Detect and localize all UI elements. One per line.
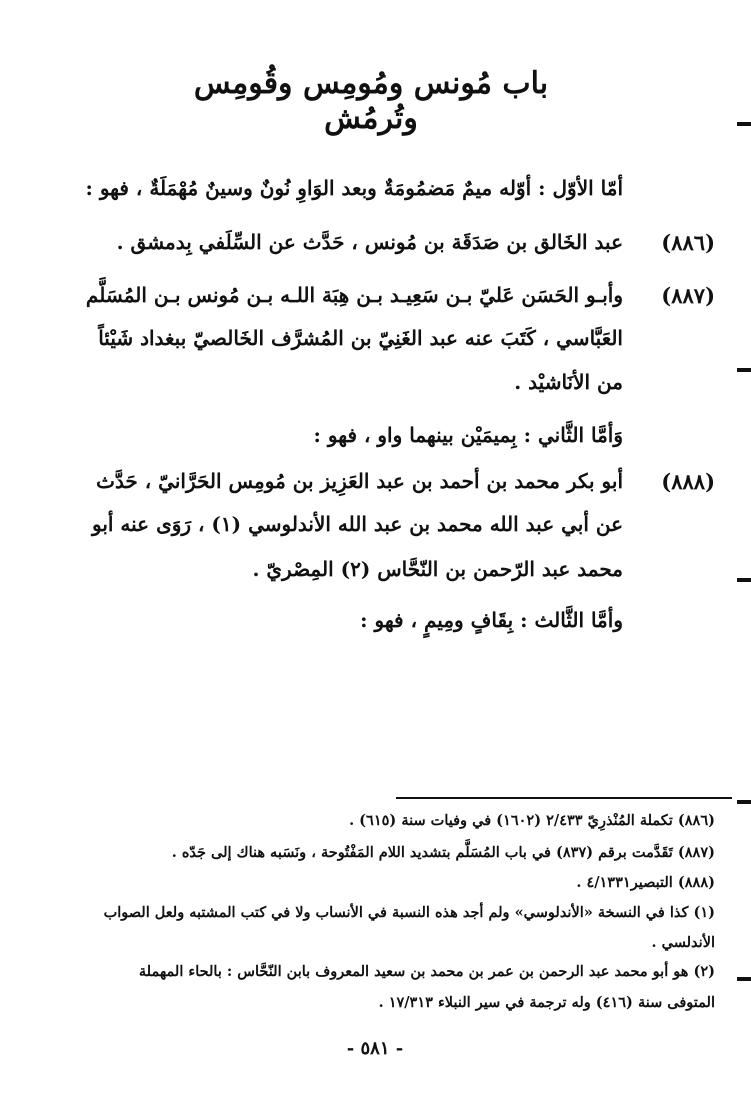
footnote-2-line-2: المتوفى سنة (٤١٦) وله ترجمة في سير النبلاء ١٧/٣١٣ . (378, 994, 715, 1011)
entry-number-888: (٨٨٨) (661, 469, 715, 494)
entry-888-line-3: محمد عبد الرّحمن بن النّحَّاس (٢) المِصْريّ . (252, 557, 623, 581)
entry-887-line-3: من الأنَاشيْد . (514, 370, 623, 394)
intro-first-section: أمّا الأوّل : أوّله ميمٌ مَضمُومَةٌ وبعد الوَاوِ نُونٌ وسينٌ مُهْمَلَةٌ ، فهو : (85, 176, 623, 200)
footnote-separator (396, 797, 732, 799)
intro-third-section: وأمَّا الثَّالث : بِقَافٍ ومِيمٍ ، فهو : (360, 608, 623, 632)
intro-second-section: وَأمَّا الثَّاني : بِميمَيْن بينهما واو ، فهو : (313, 423, 623, 447)
entry-887-line-2: العَبَّاسي ، كَتَبَ عنه عبد الغَنِيّ بن المُشرَّف الخَالصيّ ببغداد شَيْئاً (98, 326, 623, 350)
edge-mark (737, 578, 751, 582)
footnote-2-line-1: (٢) هو أبو محمد عبد الرحمن بن عمر بن محمد بن سعيد المعروف بابن النّحَّاس : بالحاء المهملة (138, 963, 715, 980)
edge-mark (737, 368, 751, 372)
edge-mark (737, 977, 751, 981)
edge-mark (737, 800, 751, 804)
entry-number-887: (٨٨٧) (661, 283, 715, 308)
footnote-887: (٨٨٧) تَقَدَّمت برقم (٨٣٧) في باب المُسَلَّم بتشديد اللام المَفْتُوحة ، ونَسَبه هناك إلى جَدّه . (171, 844, 715, 861)
chapter-title: باب مُونس ومُومِس وقُومِس وتُرمُش (193, 66, 549, 136)
footnote-1-line-2: الأندلسي . (651, 934, 715, 951)
page-number: - ٥٨١ - (346, 1038, 404, 1059)
footnote-888: (٨٨٨) التبصير٤/١٣٣١ . (576, 874, 715, 891)
entry-886-line-1: عبد الخَالق بن صَدَقَة بن مُونس ، حَدَّث عن السِّلَفي بِدمشق . (116, 230, 623, 254)
entry-number-886: (٨٨٦) (661, 230, 715, 255)
footnote-1-line-1: (١) كذا في النسخة «الأندلوسي» ولم أجد هذه النسبة في الأنساب ولا في كتب المشتبه ولعل الصواب (103, 904, 715, 921)
entry-888-line-1: أبو بكر محمد بن أحمد بن عبد العَزِيز بن مُومِس الحَرَّانيّ ، حَدَّث (96, 469, 623, 493)
entry-887-line-1: وأبـو الحَسَن عَليّ بـن سَعِيـد بـن هِبَة اللـه بـن مُونس بـن المُسَلَّم (85, 283, 623, 307)
footnote-886: (٨٨٦) تكملة المُنْذرِيّ ٢/٤٣٣ (١٦٠٢) في وفيات سنة (٦١٥) . (349, 812, 715, 829)
entry-888-line-2: عن أبي عبد الله محمد بن عبد الله الأندلوسي (١) ، رَوَى عنه أبو (92, 512, 623, 536)
edge-mark (737, 122, 751, 126)
